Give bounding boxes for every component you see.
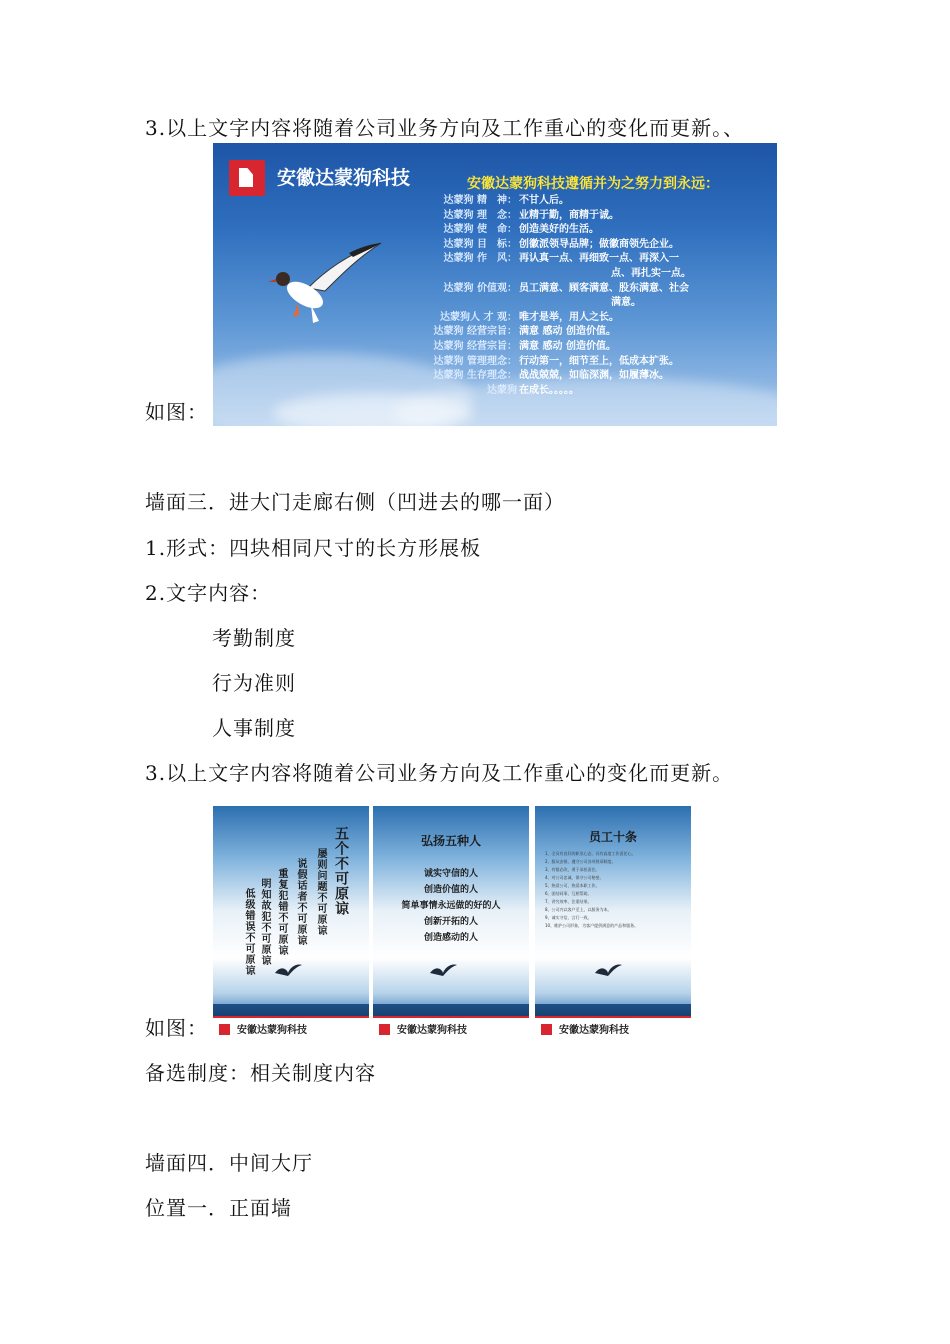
panel-rule: 5、热爱公司，热爱本职工作。 [545, 883, 600, 888]
banner-slogan: 安徽达蒙狗科技遵循并为之努力到永远： [467, 176, 719, 192]
seagull-icon [428, 961, 458, 981]
wall3-item: 考勤制度 [212, 626, 296, 650]
panel-column: 明知故犯不可原谅 [259, 878, 270, 966]
values-row: 达蒙狗 目 标： 创徽派领导品牌；做徽商领先企业。 [443, 238, 679, 250]
panel-title: 弘扬五种人 [420, 834, 481, 848]
panel-footer: 安徽达蒙狗科技 [535, 1016, 691, 1040]
panel-five-kinds-people [373, 806, 529, 1040]
seagull-icon [273, 961, 303, 981]
values-row: 达蒙狗 理 念： 业精于勤，商精于诚。 [443, 209, 619, 221]
banner-values-list [425, 194, 765, 398]
panel-rule: 8、公司内以客户至上，以服务为本。 [545, 907, 612, 912]
panel-column: 重复犯错不可原谅 [276, 868, 287, 956]
update-note-1: 3.以上文字内容将随着公司业务方向及工作重心的变化而更新。、 [145, 116, 745, 140]
values-row: 达蒙狗 经营宗旨： 满意 感动 创造价值。 [433, 340, 616, 352]
values-row: 达蒙狗 在成长。。。。。 [487, 384, 579, 396]
panel-column: 说假话者不可原谅 [295, 858, 306, 946]
rules-panels [213, 806, 691, 1040]
values-row: 达蒙狗 作 风： 再认真一点、再细致一点、再深入一 [443, 253, 679, 265]
panel-footer: 安徽达蒙狗科技 [373, 1016, 529, 1040]
panel-line: 简单事情永远做的好的人 [401, 901, 501, 911]
wall3-heading: 墙面三．进大门走廊右侧（凹进去的哪一面） [145, 490, 565, 514]
company-logo-icon [229, 160, 265, 196]
panel-line: 创造感动的人 [423, 933, 478, 943]
values-row: 达蒙狗 生存理念： 战战兢兢，如临深渊，如履薄冰。 [433, 370, 669, 382]
values-row: 达蒙狗 精 神： 不甘人后。 [443, 195, 569, 206]
panel-rule: 3、有错必改，勇于承担责任。 [545, 867, 600, 872]
panel-column: 低级错误不可原谅 [243, 888, 254, 976]
company-logo-icon [541, 1024, 552, 1035]
panel-line: 创新开拓的人 [423, 917, 478, 927]
wall3-item: 行为准则 [212, 671, 296, 695]
panel-rule: 2、服从安排，遵守公司各项规章制度。 [545, 859, 616, 864]
panel-rule: 10、维护公司形象，为客户提供满意的产品和服务。 [545, 923, 639, 928]
update-note-2: 3.以上文字内容将随着公司业务方向及工作重心的变化而更新。 [145, 761, 734, 785]
values-row: 点、再扎实一点。 [611, 267, 691, 279]
optional-policy: 备选制度：相关制度内容 [145, 1061, 376, 1085]
values-row: 满意。 [611, 297, 641, 309]
panel-column: 屡则问题不可原谅 [315, 848, 326, 936]
figure-label-2: 如图： [145, 1016, 208, 1040]
seagull-icon [253, 233, 383, 333]
panel-rule: 4、对公司忠诚，保守公司秘密。 [545, 875, 604, 880]
panel-employee-ten-rules [535, 806, 691, 1040]
panel-title: 五个不可原谅 [333, 826, 349, 916]
panel-line: 创造价值的人 [423, 885, 478, 895]
panel-rule: 1、全员有良好的职业心态，具有高度工作责任心。 [545, 851, 636, 856]
panel-rule: 6、团结同事，互相帮助。 [545, 891, 592, 896]
panel-five-unforgivable [213, 806, 369, 1040]
values-row: 达蒙狗 管理理念： 行动第一，细节至上，低成本扩张。 [433, 355, 679, 367]
figure-label-1: 如图： [145, 400, 208, 424]
panel-line: 诚实守信的人 [423, 869, 478, 879]
company-logo-icon [219, 1024, 230, 1035]
wall3-item: 人事制度 [212, 716, 296, 740]
values-row: 达蒙狗 使 命： 创造美好的生活。 [443, 224, 599, 236]
wall3-text-title: 2.文字内容： [145, 581, 272, 605]
wall3-form: 1.形式：四块相同尺寸的长方形展板 [145, 536, 482, 560]
panel-footer: 安徽达蒙狗科技 [213, 1016, 369, 1040]
company-values-banner [213, 143, 777, 426]
panel-rule: 9、诚实守信，言行一致。 [545, 915, 592, 920]
panel-rule: 7、讲究效率，注重结果。 [545, 899, 592, 904]
panel-title: 员工十条 [588, 830, 637, 844]
wall4-heading: 墙面四．中间大厅 [145, 1151, 313, 1175]
banner-brand: 安徽达蒙狗科技 [277, 167, 411, 189]
values-row: 达蒙狗人 才 观： 唯才是举，用人之长。 [440, 311, 619, 323]
values-row: 达蒙狗 价值观： 员工满意、顾客满意、股东满意、社会 [443, 282, 689, 294]
values-row: 达蒙狗 经营宗旨： 满意 感动 创造价值。 [433, 326, 616, 338]
company-logo-icon [379, 1024, 390, 1035]
seagull-icon [593, 961, 623, 981]
position1-heading: 位置一．正面墙 [145, 1196, 292, 1220]
